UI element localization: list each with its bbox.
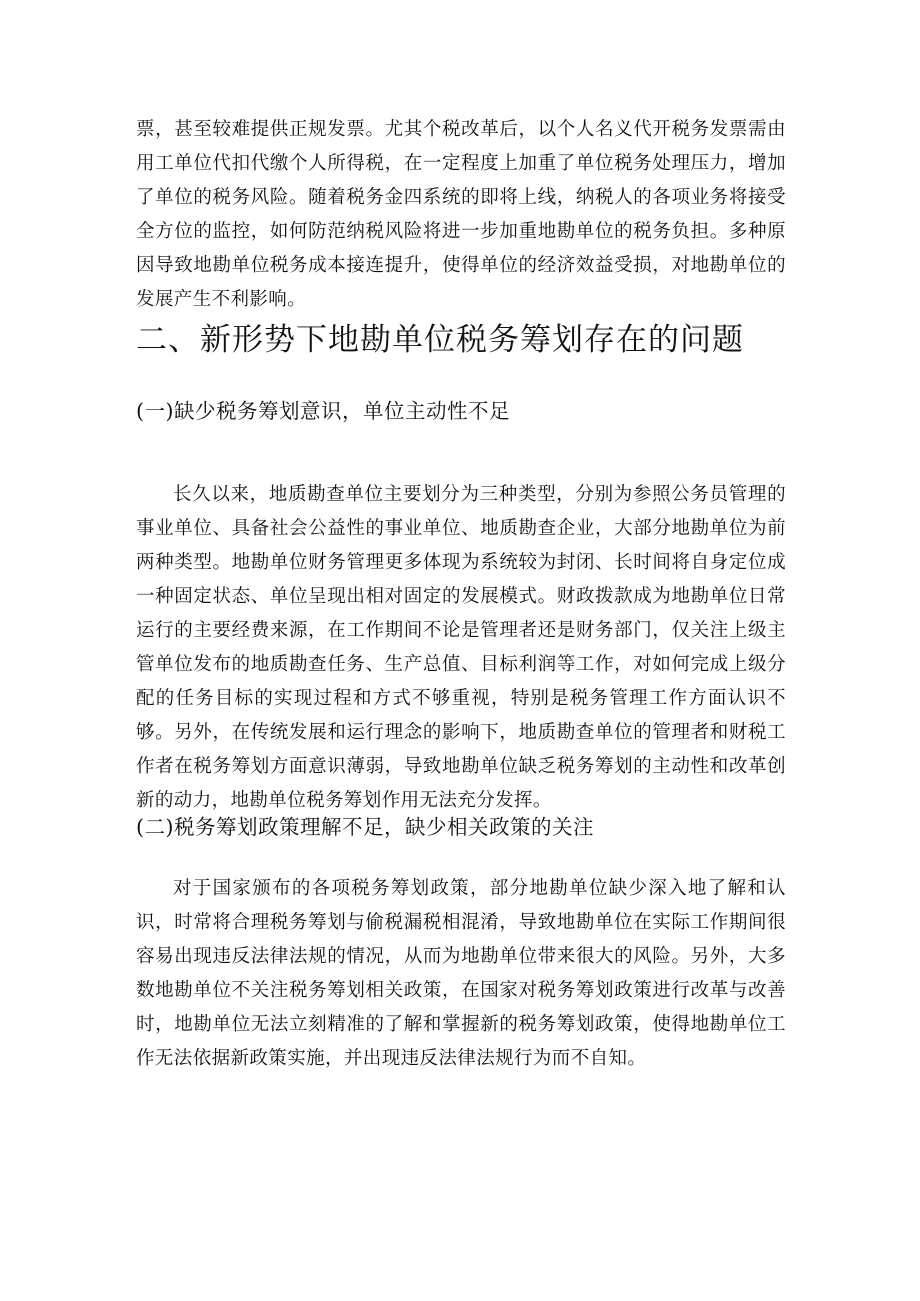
subsection-1-heading: (一)缺少税务筹划意识，单位主动性不足	[136, 399, 510, 423]
subsection-2-paragraph: 对于国家颁布的各项税务筹划政策，部分地勘单位缺少深入地了解和认识，时常将合理税务筹划与偷税漏税相混淆，导致地勘单位在实际工作期间很容易出现违反法律法规的情况，从而为地勘单位带来很大的风险。另外，大多数地勘单位不关注税务筹划相关政策，在国家对税务筹划政策进行改革与改善时，地勘单位无法立刻精准的了解和掌握新的税务筹划政策，使得地勘单位工作无法依据新政策实施，并出现违反法律法规行为而不自知。	[136, 878, 786, 1069]
subsection-2-heading: (二)税务筹划政策理解不足，缺少相关政策的关注	[136, 815, 594, 839]
subsection-1-paragraph: 长久以来，地质勘查单位主要划分为三种类型，分别为参照公务员管理的事业单位、具备社会公益性的事业单位、地质勘查企业，大部分地勘单位为前两种类型。地勘单位财务管理更多体现为系统较为封闭、长时间将自身定位成一种固定状态、单位呈现出相对固定的发展模式。财政拨款成为地勘单位日常运行的主要经费来源，在工作期间不论是管理者还是财务部门，仅关注上级主管单位发布的地质勘查任务、生产总值、目标利润等工作，对如何完成上级分配的任务目标的实现过程和方式不够重视，特别是税务管理工作方面认识不够。另外，在传统发展和运行理念的影响下，地质勘查单位的管理者和财税工作者在税务筹划方面意识薄弱，导致地勘单位缺乏税务筹划的主动性和改革创新的动力，地勘单位税务筹划作用无法充分发挥。	[136, 484, 786, 811]
intro-paragraph: 票，甚至较难提供正规发票。尤其个税改革后，以个人名义代开税务发票需由用工单位代扣代缴个人所得税，在一定程度上加重了单位税务处理压力，增加了单位的税务风险。随着税务金四系统的即将上线，纳税人的各项业务将接受全方位的监控，如何防范纳税风险将进一步加重地勘单位的税务负担。多种原因导致地勘单位税务成本接连提升，使得单位的经济效益受损，对地勘单位的发展产生不利影响。	[136, 119, 786, 310]
section-heading: 二、新形势下地勘单位税务筹划存在的问题	[136, 322, 744, 358]
